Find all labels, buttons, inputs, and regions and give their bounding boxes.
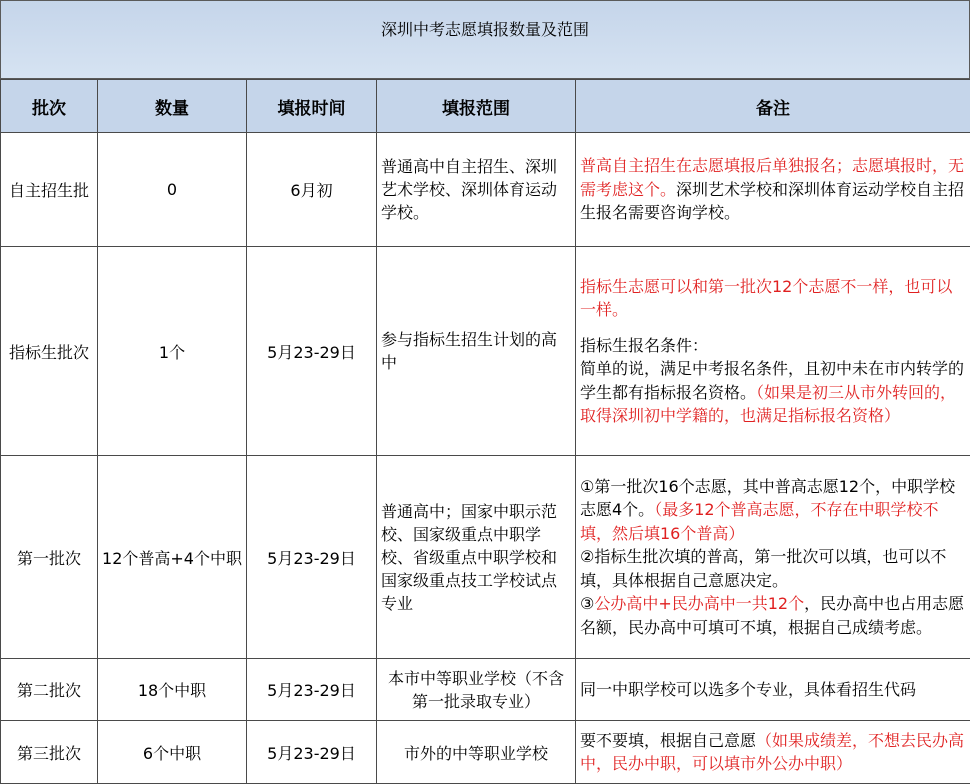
table-row — [1, 133, 970, 247]
remark-text: 简单的说，满足中考报名条件，且初中未在市内转学的学生都有指标报名资格。 — [580, 359, 964, 402]
remark-cell — [576, 659, 970, 721]
remark-text: ，民办高中也占用志愿名额，民办高中可填可不填，根据自己成绩考虑。 — [580, 594, 964, 637]
remark-text: ②指标生批次填的普高，第一批次可以填，也可以不填，具体根据自己意愿决定。 — [580, 547, 946, 590]
quantity-cell: 1个 — [98, 247, 247, 456]
remark-cell — [576, 721, 970, 784]
batch-cell: 第三批次 — [1, 721, 98, 784]
application-table — [0, 79, 970, 784]
remark-cell — [576, 247, 970, 456]
remark-highlight: （如果是初三从市外转回的，取得深圳初中学籍的，也满足指标报名资格） — [580, 383, 956, 426]
remark-highlight: （如果成绩差，不想去民办高中，民办中职，可以填市外公办中职） — [580, 731, 964, 774]
remark-highlight: 普高自主招生在志愿填报后单独报名；志愿填报时，无需考虑这个。 — [580, 156, 964, 199]
quantity-cell: 6个中职 — [98, 721, 247, 784]
scope-cell: 普通高中自主招生、深圳艺术学校、深圳体育运动学校。 — [377, 133, 576, 247]
table-row — [1, 659, 970, 721]
table-row — [1, 247, 970, 456]
header-remark: 备注 — [576, 80, 970, 133]
batch-cell: 第二批次 — [1, 659, 98, 721]
header-batch: 批次 — [1, 80, 98, 133]
time-cell: 5月23-29日 — [247, 659, 377, 721]
header-quantity: 数量 — [98, 80, 247, 133]
remark-highlight: 公办高中+民办高中一共12个 — [594, 594, 804, 613]
remark-cell — [576, 133, 970, 247]
scope-cell: 本市中等职业学校（不含第一批录取专业） — [377, 659, 576, 721]
scope-cell: 市外的中等职业学校 — [377, 721, 576, 784]
remark-text: ③ — [580, 594, 594, 613]
remark-text: 深圳艺术学校和深圳体育运动学校自主招生报名需要咨询学校。 — [580, 180, 964, 223]
batch-cell: 自主招生批 — [1, 133, 98, 247]
table-row — [1, 456, 970, 659]
remark-text: 要不要填，根据自己意愿 — [580, 731, 756, 750]
batch-cell: 指标生批次 — [1, 247, 98, 456]
remark-cell — [576, 456, 970, 659]
table-title: 深圳中考志愿填报数量及范围 — [0, 0, 970, 79]
scope-cell: 普通高中；国家中职示范校、国家级重点中职学校、省级重点中职学校和国家级重点技工学校试点专业 — [377, 456, 576, 659]
table-row — [1, 721, 970, 784]
header-row — [1, 80, 970, 133]
remark-highlight: （最多12个普高志愿，不存在中职学校不填，然后填16个普高） — [580, 500, 939, 543]
quantity-cell: 18个中职 — [98, 659, 247, 721]
time-cell: 5月23-29日 — [247, 247, 377, 456]
quantity-cell: 0 — [98, 133, 247, 247]
remark-text: 指标生报名条件： — [580, 336, 708, 355]
batch-cell: 第一批次 — [1, 456, 98, 659]
time-cell: 5月23-29日 — [247, 456, 377, 659]
remark-text: 同一中职学校可以选多个专业，具体看招生代码 — [580, 680, 916, 699]
time-cell: 6月初 — [247, 133, 377, 247]
header-time: 填报时间 — [247, 80, 377, 133]
remark-text: ①第一批次16个志愿，其中普高志愿12个，中职学校志愿4个。 — [580, 477, 955, 520]
header-scope: 填报范围 — [377, 80, 576, 133]
scope-cell: 参与指标生招生计划的高中 — [377, 247, 576, 456]
quantity-cell: 12个普高+4个中职 — [98, 456, 247, 659]
remark-highlight: 指标生志愿可以和第一批次12个志愿不一样，也可以一样。 — [580, 277, 952, 320]
time-cell: 5月23-29日 — [247, 721, 377, 784]
